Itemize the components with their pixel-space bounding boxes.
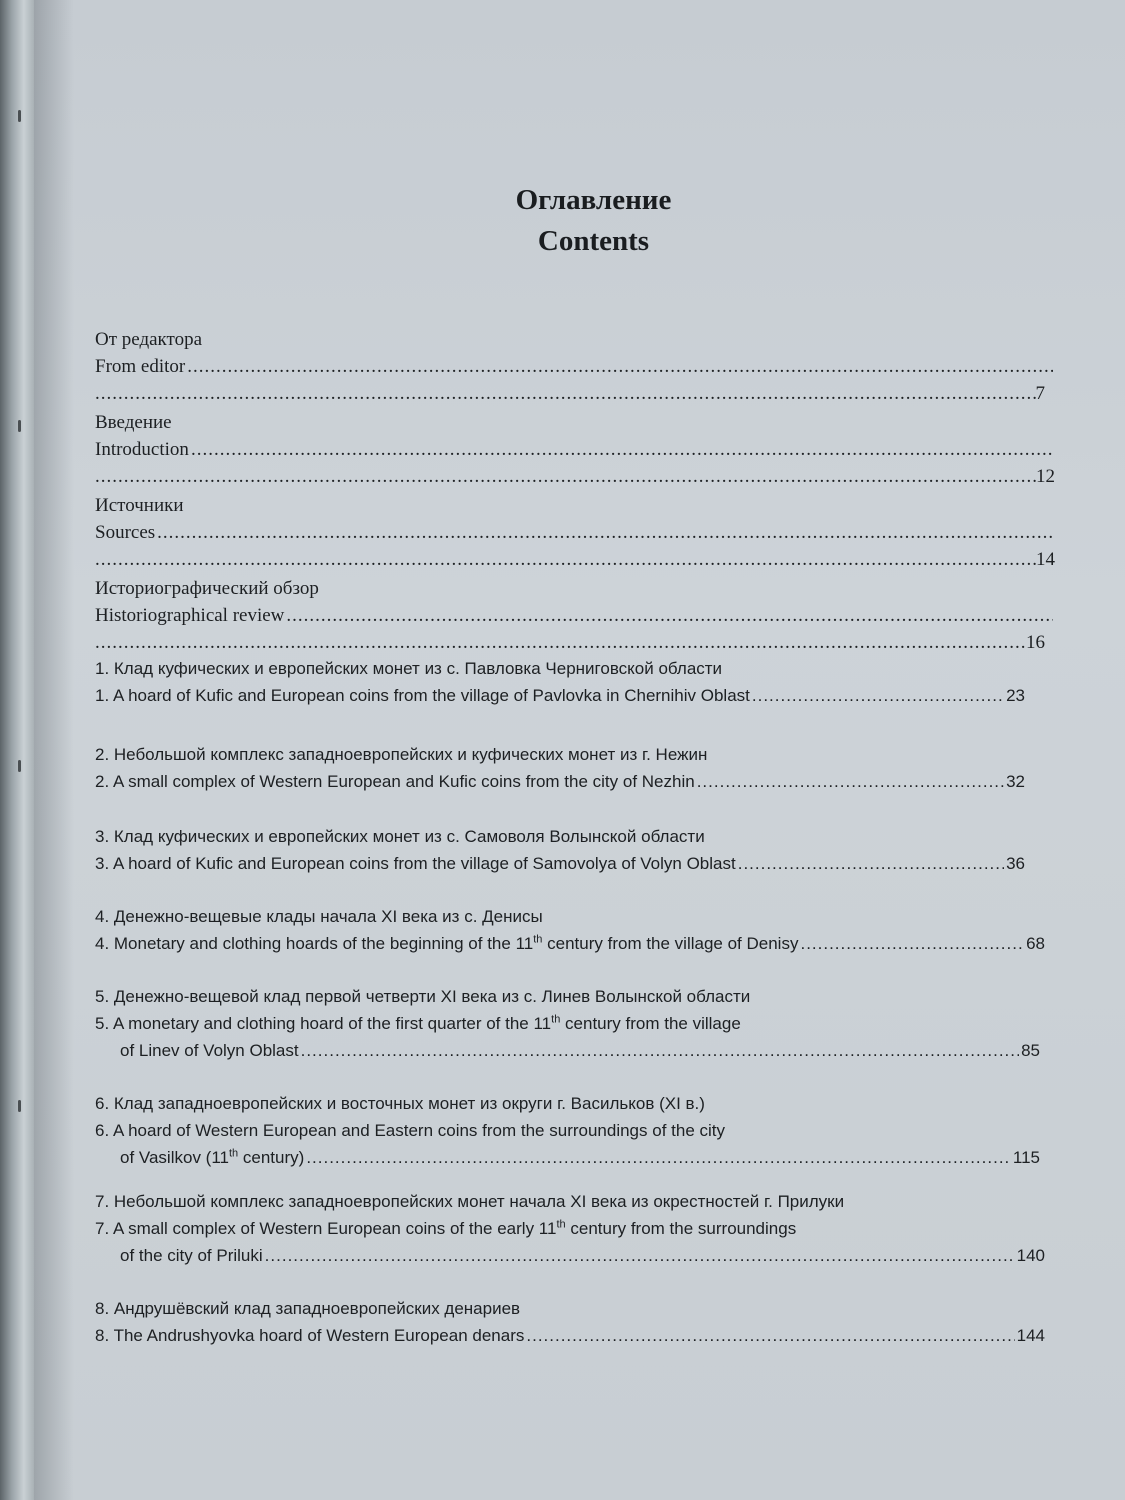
toc-entry-title-en: Introduction .....	[95, 436, 1055, 463]
toc-entry-title-en-cont: of Linev of Volyn Oblast ..... 85	[95, 1037, 1040, 1064]
toc-page-number: 144	[1016, 1326, 1045, 1345]
dot-leader	[187, 353, 1053, 380]
toc-entry-title-ru: 6. Клад западноевропейских и восточных монет из округи г. Васильков (XI в.)	[95, 1094, 705, 1113]
dot-leader	[526, 1322, 1014, 1349]
toc-entry-title-ru: От редактора	[95, 329, 203, 350]
toc-entry-title-en: 1. A hoard of Kufic and European coins from the village of Pavlovka in Chernihiv Oblast ..... 23	[95, 682, 1025, 709]
toc-entry-title-ru: Историографический обзор	[95, 578, 319, 599]
toc-entry	[95, 655, 1055, 709]
dot-leader	[800, 930, 1024, 957]
toc-page-number: 23	[1006, 686, 1025, 705]
toc-page-line	[95, 463, 1055, 490]
toc-page-number: 12	[1036, 466, 1055, 487]
toc-page-line	[95, 380, 1045, 407]
toc-entry-title-en: 6. A hoard of Western European and Eastern coins from the surroundings of the city	[95, 1121, 725, 1140]
toc-entry-title-en: 4. Monetary and clothing hoards of the beginning of the 11th century from the village of Denisy ..... 68	[95, 930, 1045, 957]
dot-leader	[738, 850, 1004, 877]
toc-entry	[95, 326, 1055, 407]
binding-stitch	[18, 760, 21, 772]
toc-entry-title-ru: 1. Клад куфических и европейских монет из с. Павловка Черниговской области	[95, 659, 723, 678]
toc-page-number: 14	[1036, 549, 1055, 570]
toc-entry	[95, 492, 1055, 573]
dot-leader	[752, 682, 1004, 709]
contents-title-en: Contents	[537, 225, 650, 257]
dot-leader	[306, 1144, 1011, 1171]
toc-entry	[95, 741, 1055, 795]
toc-entry-title-ru: 4. Денежно-вещевые клады начала XI века из с. Денисы	[95, 907, 543, 926]
dot-leader	[265, 1242, 1015, 1269]
dot-leader	[95, 380, 1036, 407]
toc-entry-title-en: Sources .....	[95, 519, 1055, 546]
toc-page-line	[95, 629, 1045, 656]
toc-entry-title-ru: 3. Клад куфических и европейских монет из с. Самоволя Волынской области	[95, 827, 705, 846]
binding-stitch	[18, 420, 21, 432]
dot-leader	[157, 519, 1053, 546]
dot-leader	[95, 546, 1036, 573]
dot-leader	[286, 602, 1053, 629]
toc-entry-title-ru: 2. Небольшой комплекс западноевропейских и куфических монет из г. Нежин	[95, 745, 708, 764]
toc-entry	[95, 1188, 1055, 1269]
toc-entry	[95, 1295, 1055, 1349]
toc-page-number: 68	[1026, 934, 1045, 953]
dot-leader	[191, 436, 1053, 463]
toc-entry-title-ru: Источники	[95, 495, 184, 516]
toc-page-line	[95, 546, 1055, 573]
toc-entry-title-en-cont: of Vasilkov (11th century) ..... 115	[95, 1144, 1040, 1171]
toc-page-number: 140	[1016, 1246, 1045, 1265]
toc-entry-title-ru: 8. Андрушёвский клад западноевропейских денариев	[95, 1299, 521, 1318]
dot-leader	[95, 629, 1026, 656]
toc-entry	[95, 409, 1055, 490]
toc-entry-title-en: 7. A small complex of Western European coins of the early 11th century from the surroundings	[95, 1218, 797, 1238]
dot-leader	[301, 1037, 1019, 1064]
toc-page-number: 7	[1035, 383, 1045, 404]
toc-page-number: 115	[1012, 1148, 1040, 1167]
dot-leader	[95, 463, 1036, 490]
toc-page-number: 85	[1021, 1041, 1040, 1060]
toc-page-number: 16	[1026, 632, 1045, 653]
toc-entry-title-en: From editor .....	[95, 353, 1055, 380]
toc-entry-title-en-cont: of the city of Priluki ..... 140	[95, 1242, 1045, 1269]
toc-page-number: 36	[1006, 854, 1025, 873]
toc-entry	[95, 1090, 1055, 1171]
toc-entry	[95, 983, 1055, 1064]
toc-page-number: 32	[1006, 772, 1025, 791]
toc-entry-title-en: 8. The Andrushyovka hoard of Western European denars ..... 144	[95, 1322, 1045, 1349]
dot-leader	[697, 768, 1004, 795]
toc-entry-title-en: 2. A small complex of Western European and Kufic coins from the city of Nezhin ..... 32	[95, 768, 1025, 795]
toc-entry-title-en: Historiographical review .....	[95, 602, 1055, 629]
toc-entry-title-en: 5. A monetary and clothing hoard of the first quarter of the 11th century from the village	[95, 1013, 741, 1033]
toc-entry-title-ru: 5. Денежно-вещевой клад первой четверти XI века из с. Линев Волынской области	[95, 987, 751, 1006]
toc-entry	[95, 903, 1055, 957]
toc-entry	[95, 575, 1055, 656]
toc-entry-title-ru: 7. Небольшой комплекс западноевропейских монет начала XI века из окрестностей г. Прилуки	[95, 1192, 845, 1211]
toc-entry	[95, 823, 1055, 877]
contents-title-ru: Оглавление	[515, 184, 672, 216]
toc-entry-title-en: 3. A hoard of Kufic and European coins from the village of Samovolya of Volyn Oblast ..... 36	[95, 850, 1025, 877]
binding-stitch	[18, 1100, 21, 1112]
binding-stitch	[18, 110, 21, 122]
toc-entry-title-ru: Введение	[95, 412, 172, 433]
